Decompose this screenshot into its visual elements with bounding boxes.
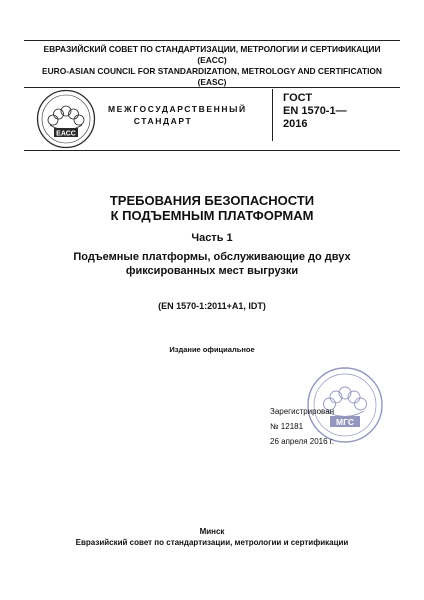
header-divider: [272, 89, 273, 141]
edition-label: Издание официальное: [169, 345, 255, 354]
council-abbr-en: (EASC): [197, 77, 227, 87]
subtitle-line1: Подъемные платформы, обслуживающие до двух: [73, 251, 351, 263]
footer: [24, 526, 400, 548]
standard-code-line3: 2016: [283, 118, 308, 130]
registration-number: № 12181: [270, 422, 304, 431]
standard-code-line1: ГОСТ: [283, 92, 313, 104]
eacc-logo-icon: [36, 89, 96, 149]
standard-type: [108, 103, 247, 127]
standard-code-line2: EN 1570-1—: [283, 105, 347, 117]
footer-city: Минск: [199, 527, 225, 536]
council-abbr-ru: (EACC): [197, 55, 227, 65]
document-subtitle: [24, 250, 400, 278]
part-label: Часть 1: [191, 232, 233, 244]
title-line1: ТРЕБОВАНИЯ БЕЗОПАСНОСТИ: [109, 193, 315, 208]
standard-type-line1: МЕЖГОСУДАРСТВЕННЫЙ: [108, 104, 247, 114]
registration-line1: Зарегистрирован: [270, 407, 335, 416]
en-reference: (EN 1570-1:2011+A1, IDT): [158, 301, 266, 311]
footer-publisher: Евразийский совет по стандартизации, метрологии и сертификации: [75, 538, 349, 547]
standard-type-line2: СТАНДАРТ: [133, 116, 193, 126]
header-rule: [24, 150, 400, 151]
council-name-ru: ЕВРАЗИЙСКИЙ СОВЕТ ПО СТАНДАРТИЗАЦИИ, МЕТРОЛОГИИ И СЕРТИФИКАЦИИ: [43, 44, 381, 54]
council-rule: [24, 87, 400, 88]
registration-info: [270, 404, 334, 449]
document-title: [24, 193, 400, 223]
stamp-label: МГС: [336, 416, 354, 427]
logo-label: ЕАСС: [56, 130, 76, 138]
subtitle-line2: фиксированных мест выгрузки: [125, 265, 299, 277]
council-header: [24, 44, 400, 88]
standard-code: [283, 92, 347, 131]
registration-date: 26 апреля 2016 г.: [270, 437, 334, 446]
council-name-en: EURO-ASIAN COUNCIL FOR STANDARDIZATION, METROLOGY AND CERTIFICATION: [42, 66, 382, 76]
title-line2: К ПОДЪЕМНЫМ ПЛАТФОРМАМ: [110, 208, 314, 223]
top-rule: [24, 40, 400, 41]
